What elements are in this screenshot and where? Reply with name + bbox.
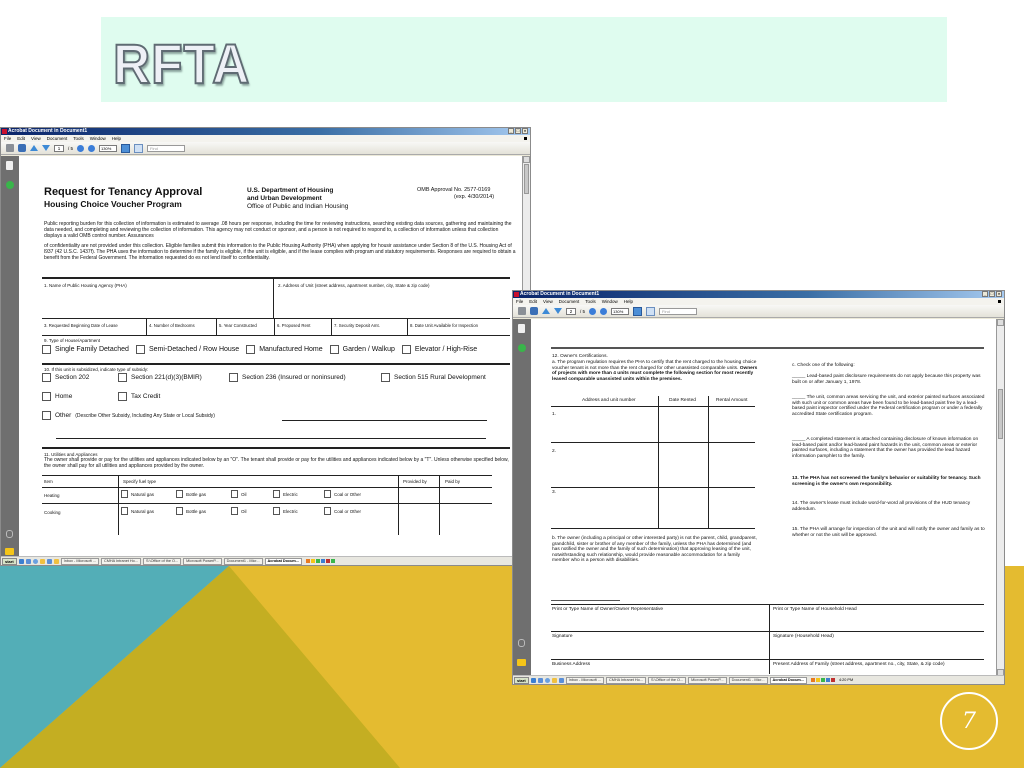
print-icon[interactable] — [518, 307, 526, 315]
tray-icon[interactable] — [811, 678, 815, 682]
comments-icon[interactable] — [5, 548, 14, 555]
omb-number: OMB Approval No. 2577-0169 — [417, 187, 491, 193]
sig-family-address-label: Present Address of Family (street address, apartment no., city, State, & zip code) — [773, 662, 945, 667]
menu-view[interactable]: View — [31, 136, 41, 141]
checkbox[interactable] — [176, 507, 183, 515]
pdf-page-1 — [20, 156, 524, 557]
agency-line1: U.S. Department of Housing — [247, 187, 334, 194]
option-label: Elevator / High-Rise — [414, 346, 478, 353]
comp-header-address: Address and unit number — [582, 398, 636, 403]
fit-width-icon[interactable] — [646, 307, 655, 316]
divider — [331, 318, 332, 335]
sig-business-address-label: Business Address — [552, 662, 591, 667]
option-label: Natural gas — [131, 508, 155, 514]
s14-text: 14. The owner's lease must include word-for-word all provisions of the HUD tenancy addendum. — [792, 501, 971, 512]
cooking-oil[interactable] — [231, 507, 273, 515]
tray-icon[interactable] — [331, 559, 335, 563]
window-title: Acrobat Document in Document1 — [520, 291, 600, 297]
option-label: Electric — [283, 508, 298, 514]
next-page-icon[interactable] — [42, 145, 50, 151]
task-acrobat[interactable]: Acrobat Docum... — [265, 558, 302, 565]
start-button[interactable]: start — [514, 677, 529, 684]
option-label: Single Family Detached — [55, 346, 129, 353]
checkbox[interactable] — [121, 490, 128, 498]
sig-household-name-label: Print or Type Name of Household Head — [773, 607, 857, 612]
page-total: / 5 — [68, 145, 74, 151]
divider — [42, 318, 510, 319]
section10-row1 — [42, 373, 486, 382]
option-label: Section 515 Rural Development — [394, 374, 486, 381]
scroll-up-button[interactable] — [997, 319, 1004, 326]
menu-bar — [513, 298, 1004, 305]
checkbox[interactable] — [121, 507, 128, 515]
cooking-fuel-options — [121, 507, 361, 515]
field-unit-address-label: 2. Address of Unit (street address, apartment number, city, State & zip code) — [278, 283, 430, 288]
divider — [42, 487, 492, 488]
pages-panel-icon[interactable] — [518, 324, 525, 333]
option-label: Section 236 (Insured or noninsured) — [242, 374, 346, 381]
quicklaunch-desktop-icon[interactable] — [538, 678, 543, 683]
scroll-up-button[interactable] — [523, 156, 530, 163]
heating-oil[interactable] — [231, 490, 273, 498]
email-icon[interactable] — [18, 144, 26, 152]
option-home[interactable] — [42, 392, 118, 401]
system-tray — [811, 678, 835, 682]
checkbox[interactable] — [231, 507, 238, 515]
attachments-icon[interactable] — [518, 639, 525, 647]
divider — [658, 396, 659, 529]
start-button[interactable]: start — [2, 558, 17, 565]
system-tray — [306, 559, 335, 563]
sig-owner-signature-label: Signature — [552, 634, 573, 639]
slide-page-number: 7 — [940, 692, 998, 750]
task-cmha-intranet[interactable]: CMHA Intranet Ho... — [101, 558, 141, 565]
menu-tools[interactable]: Tools — [585, 299, 596, 304]
signatures-panel-icon[interactable] — [518, 344, 526, 352]
option-label: Natural gas — [131, 491, 155, 497]
checkbox[interactable] — [381, 373, 390, 382]
menu-file[interactable]: File — [516, 299, 524, 304]
divider — [407, 318, 408, 335]
s12a-text — [552, 360, 758, 382]
document-close-icon[interactable] — [524, 137, 527, 140]
section11-label: 11. Utilities and Appliances — [44, 452, 98, 457]
task-office-folder[interactable]: S:\Office of the O... — [143, 558, 181, 565]
acrobat-app-icon — [2, 129, 7, 134]
divider — [708, 396, 709, 529]
maximize-button[interactable]: □ — [516, 128, 520, 133]
section11-description: The owner shall provide or pay for the utilities and appliances indicated below by an "O". The tenant shall provide or pay for the utilities and appliances indicated below by a "T". Unless otherwise specified below, the owner shall pay for all utilities and appliances provided by the owner. — [44, 457, 509, 469]
s12c-option-1[interactable]: _____ Lead-based paint disclosure requirements do not apply because this property was built on or after January 1, 1978. — [792, 374, 981, 385]
field-lease-date-label: 3. Requested Beginning Date of Lease — [44, 323, 118, 328]
tray-icon[interactable] — [826, 678, 830, 682]
checkbox[interactable] — [330, 345, 339, 354]
section10-row2 — [42, 392, 160, 401]
acrobat-window-page2 — [512, 290, 1005, 685]
window-titlebar[interactable] — [1, 128, 530, 135]
field-inspection-date-label: 8. Date Unit Available for Inspection — [410, 323, 478, 328]
checkbox[interactable] — [42, 345, 51, 354]
task-acrobat[interactable]: Acrobat Docum... — [770, 677, 807, 684]
divider — [273, 278, 274, 318]
acrobat-app-icon — [514, 292, 519, 297]
tray-icon[interactable] — [821, 678, 825, 682]
toolbar — [513, 305, 1004, 318]
field-proposed-rent-label: 6. Proposed Rent — [277, 323, 311, 328]
tray-icon[interactable] — [311, 559, 315, 563]
task-powerpoint[interactable]: Microsoft PowerP... — [688, 677, 726, 684]
page-number-input[interactable]: 1 — [54, 145, 64, 152]
menu-tools[interactable]: Tools — [73, 136, 84, 141]
previous-page-icon[interactable] — [30, 145, 38, 151]
burden-statement: Public reporting burden for this collection of information is estimated to average .08 hours per response, including the time for reviewing instructions, searching existing data sources, gathering and maintaining the data needed, and completing and reviewing the collection of information. This agency may not conduct or sponsor, and a person is not required to respond to, a collection of information unless that collection displays a valid OMB control number. Assurances — [44, 221, 512, 239]
s13-text: 13. The PHA has not screened the family's behavior or suitability for tenancy. Such screening is the owner's own responsibility. — [792, 476, 981, 487]
quicklaunch-ie-icon[interactable] — [531, 678, 536, 683]
zoom-out-icon[interactable] — [77, 145, 84, 152]
option-label: Manufactured Home — [259, 346, 323, 353]
heating-bottle-gas[interactable] — [176, 490, 231, 498]
comp-row-3[interactable]: 3. — [552, 490, 557, 495]
field-security-deposit-label: 7. Security Deposit Amt. — [334, 323, 380, 328]
form-title: Request for Tenancy Approval — [44, 186, 203, 198]
other-subsidy-description: (Describe Other Subsidy, Including Any State or Local Subsidy) — [75, 412, 215, 419]
toolbar — [1, 142, 530, 155]
tray-icon[interactable] — [831, 678, 835, 682]
option-semi-detached[interactable] — [136, 345, 239, 354]
fit-page-icon[interactable] — [121, 144, 130, 153]
menu-document[interactable]: Document — [558, 299, 580, 304]
close-button[interactable]: × — [997, 291, 1001, 296]
s12b-text: b. The owner (including a principal or other interested party) is not the parent, child, grandparent, grandchild, sister or brother of any member of the family, unless the PHA has determined (and has notified the owner and the family of such determination) that approving leasing of the unit, notwithstanding such relationship, would provide reasonable accommodation for a family member who is a person with disabilities. — [552, 536, 757, 564]
find-input[interactable]: Find — [659, 308, 697, 315]
field-pha-name-label: 1. Name of Public Housing Agency (PHA) — [44, 283, 127, 288]
divider — [551, 631, 984, 632]
menu-help[interactable]: Help — [623, 299, 634, 304]
divider — [398, 475, 399, 535]
option-label: Garden / Walkup — [342, 346, 395, 353]
email-icon[interactable] — [530, 307, 538, 315]
document-close-icon[interactable] — [998, 300, 1001, 303]
s12c-option-3[interactable]: _____ A completed statement is attached containing disclosure of known information on lead-based paint and/or lead-based paint hazards in the unit, common areas or exterior painted surfaces, including a statement that the owner has provided the lead hazard information pamphlet to the family. — [792, 437, 979, 459]
tray-icon[interactable] — [326, 559, 330, 563]
task-inbox[interactable]: Inbox - Microsoft ... — [61, 558, 99, 565]
checkbox[interactable] — [324, 490, 331, 498]
option-section-221[interactable] — [118, 373, 229, 382]
option-label: Section 202 — [55, 374, 90, 381]
cooking-natural-gas[interactable] — [121, 507, 176, 515]
divider — [216, 318, 217, 335]
option-elevator-highrise[interactable] — [402, 345, 477, 354]
divider — [42, 363, 510, 365]
heating-electric[interactable] — [273, 490, 324, 498]
menu-window[interactable]: Window — [89, 136, 106, 141]
maximize-button[interactable]: □ — [990, 291, 994, 296]
menu-view[interactable]: View — [543, 299, 553, 304]
option-other[interactable] — [42, 411, 71, 420]
comp-row-1[interactable]: 1. — [552, 412, 557, 417]
scroll-thumb[interactable] — [998, 389, 1003, 439]
tray-icon[interactable] — [306, 559, 310, 563]
divider — [551, 604, 984, 605]
s12c-option-2[interactable]: _____ The unit, common areas servicing the unit, and exterior painted surfaces associated with such unit or common areas have been found to be lead-based paint free by a lead-based paint inspector certified under the Federal certification program or under a federally accredited State certification program. — [792, 395, 985, 417]
divider — [439, 475, 440, 535]
checkbox[interactable] — [42, 411, 51, 420]
page-number-input[interactable]: 2 — [566, 308, 576, 315]
task-office-folder[interactable]: S:\Office of the O... — [648, 677, 686, 684]
option-label: Oil — [241, 491, 247, 497]
vertical-scrollbar[interactable] — [996, 319, 1004, 676]
option-label: Oil — [241, 508, 247, 514]
find-input[interactable]: Find — [147, 145, 185, 152]
option-label: Coal or Other — [334, 508, 362, 514]
field-year-constructed-label: 5. Year Constructed — [219, 323, 257, 328]
taskbar-clock: 4:20 PM — [838, 678, 854, 682]
tray-icon[interactable] — [816, 678, 820, 682]
print-icon[interactable] — [6, 144, 14, 152]
sig-owner-name-label: Print or Type Name of Owner/Owner Representative — [552, 607, 664, 612]
option-label: Electric — [283, 491, 298, 497]
quicklaunch-app-icon[interactable] — [47, 559, 52, 564]
option-section-515[interactable] — [381, 373, 486, 382]
task-powerpoint[interactable]: Microsoft PowerP... — [183, 558, 221, 565]
cooking-electric[interactable] — [273, 507, 324, 515]
windows-taskbar — [513, 675, 1004, 684]
page-total: / 5 — [580, 308, 586, 314]
section10-other — [42, 411, 215, 420]
sig-household-signature-label: Signature (Household Head) — [773, 634, 834, 639]
confidentiality-statement: of confidentiality are not provided under this collection. Eligible families submit this information to the Public Housing Authority (PHA) when applying for housir assistance under Section 8 of the U.S. Housing Act of l937 (42 U.S.C. 1437f). The PHA uses the information to determine if the family is eligible, if the unit is eligible, and if the lease complies with program and statutory requirements. Responses are required to obtain a benefit from the Federal Government. The information requested do es not lend itself to confidentiality. — [44, 243, 516, 261]
checkbox[interactable] — [273, 490, 280, 498]
menu-file[interactable]: File — [4, 136, 12, 141]
section9-options — [42, 345, 477, 354]
menu-edit[interactable]: Edit — [529, 299, 538, 304]
quicklaunch-desktop-icon[interactable] — [26, 559, 31, 564]
checkbox[interactable] — [42, 373, 51, 382]
quicklaunch-folder-icon-2[interactable] — [54, 559, 59, 564]
quicklaunch-media-icon[interactable] — [33, 559, 38, 564]
tray-icon[interactable] — [316, 559, 320, 563]
comp-row-2[interactable]: 2. — [552, 449, 557, 454]
menu-bar — [1, 135, 530, 142]
zoom-in-icon[interactable] — [600, 308, 607, 315]
agency-line3: Office of Public and Indian Housing — [247, 203, 349, 210]
cooking-coal-other[interactable] — [324, 507, 361, 515]
divider — [551, 487, 755, 488]
heating-natural-gas[interactable] — [121, 490, 176, 498]
title-band — [101, 17, 947, 102]
attachments-icon[interactable] — [6, 530, 13, 538]
acrobat-window-page1 — [0, 127, 531, 566]
heating-fuel-options — [121, 490, 361, 498]
divider — [146, 318, 147, 335]
option-label: Other — [55, 412, 72, 419]
s12a-bold: Owners of projects with more than 4 units must complete the following section for most recently leased comparable unassisted units within the premises. — [552, 365, 758, 382]
s12a-regular: a. The program regulation requires the PHA to certify that the rent charged to the housing choice voucher tenant is not more than the rent charged for other unassisted comparable units. — [552, 360, 757, 371]
divider — [551, 528, 755, 529]
divider — [274, 318, 275, 335]
checkbox[interactable] — [136, 345, 145, 354]
divider — [42, 335, 510, 336]
s15-text: 15. The PHA will arrange for inspection of the unit and will notify the owner and family as to whether or not the unit will be approved. — [792, 527, 985, 538]
checkbox[interactable] — [118, 392, 127, 401]
agency-line2: and Urban Development — [247, 195, 322, 202]
option-label: Bottle gas — [186, 491, 207, 497]
s12-heading: 12. Owner's Certifications. — [552, 354, 608, 359]
option-section-236[interactable] — [229, 373, 381, 382]
checkbox[interactable] — [402, 345, 411, 354]
window-title: Acrobat Document in Document1 — [8, 128, 88, 134]
divider — [42, 475, 492, 476]
comp-header-date: Date Rented — [669, 398, 696, 403]
divider — [551, 406, 755, 407]
pages-panel-icon[interactable] — [6, 161, 13, 170]
pdf-page-2 — [532, 319, 995, 676]
checkbox[interactable] — [176, 490, 183, 498]
minimize-button[interactable]: _ — [983, 291, 987, 296]
quicklaunch-app-icon[interactable] — [559, 678, 564, 683]
divider — [42, 503, 492, 504]
cooking-bottle-gas[interactable] — [176, 507, 231, 515]
document-area — [1, 156, 530, 557]
option-label: Bottle gas — [186, 508, 207, 514]
task-inbox[interactable]: Inbox - Microsoft ... — [566, 677, 604, 684]
menu-edit[interactable]: Edit — [17, 136, 26, 141]
other-subsidy-line[interactable] — [282, 420, 487, 421]
zoom-select[interactable]: 130% — [99, 145, 117, 152]
comments-icon[interactable] — [517, 659, 526, 666]
omb-expiry: (exp. 4/30/2014) — [454, 194, 495, 200]
utility-heating: Heating — [44, 493, 60, 498]
quicklaunch-media-icon[interactable] — [545, 678, 550, 683]
option-single-family[interactable] — [42, 345, 129, 354]
checkbox[interactable] — [231, 490, 238, 498]
fit-page-icon[interactable] — [633, 307, 642, 316]
other-subsidy-line-2[interactable] — [56, 438, 486, 439]
menu-window[interactable]: Window — [601, 299, 618, 304]
zoom-out-icon[interactable] — [589, 308, 596, 315]
option-label: Coal or Other — [334, 491, 362, 497]
task-cmha-intranet[interactable]: CMHA Intranet Ho... — [606, 677, 646, 684]
previous-page-icon[interactable] — [542, 308, 550, 314]
document-area — [513, 319, 1004, 676]
heating-coal-other[interactable] — [324, 490, 361, 498]
divider — [42, 277, 510, 279]
divider — [551, 347, 984, 349]
next-page-icon[interactable] — [554, 308, 562, 314]
fit-width-icon[interactable] — [134, 144, 143, 153]
checkbox[interactable] — [324, 507, 331, 515]
option-section-202[interactable] — [42, 373, 118, 382]
utilities-header-fuel: Specify fuel type — [123, 479, 157, 484]
option-label: Semi-Detached / Row House — [148, 346, 240, 353]
tray-icon[interactable] — [321, 559, 325, 563]
section9-label: 9. Type of House/Apartment — [44, 338, 100, 343]
window-titlebar[interactable] — [513, 291, 1004, 298]
scroll-thumb[interactable] — [524, 164, 529, 194]
divider — [42, 447, 510, 449]
utilities-header-paid-by: Paid by — [445, 479, 461, 484]
zoom-in-icon[interactable] — [88, 145, 95, 152]
signatures-panel-icon[interactable] — [6, 181, 14, 189]
utilities-header-item: Item — [44, 479, 53, 484]
quicklaunch-folder-icon[interactable] — [40, 559, 45, 564]
navigation-sidebar — [513, 319, 531, 676]
checkbox[interactable] — [118, 373, 127, 382]
option-manufactured-home[interactable] — [246, 345, 322, 354]
option-tax-credit[interactable] — [118, 392, 160, 401]
quicklaunch-ie-icon[interactable] — [19, 559, 24, 564]
zoom-select[interactable]: 130% — [611, 308, 629, 315]
option-garden-walkup[interactable] — [330, 345, 395, 354]
windows-taskbar — [1, 556, 530, 565]
task-word-document[interactable]: Document1 - Micr... — [224, 558, 263, 565]
divider — [551, 442, 755, 443]
menu-document[interactable]: Document — [46, 136, 68, 141]
utility-cooking: Cooking — [44, 510, 61, 515]
divider — [769, 604, 770, 674]
checkbox[interactable] — [42, 392, 51, 401]
option-label: Tax Credit — [131, 393, 161, 400]
minimize-button[interactable]: _ — [509, 128, 513, 133]
checkbox[interactable] — [246, 345, 255, 354]
menu-help[interactable]: Help — [111, 136, 122, 141]
navigation-sidebar — [1, 156, 19, 557]
divider — [118, 475, 119, 535]
utilities-header-provided-by: Provided by — [403, 479, 427, 484]
form-subtitle: Housing Choice Voucher Program — [44, 199, 182, 209]
divider — [551, 600, 620, 601]
comp-header-amount: Rental Amount — [716, 398, 748, 403]
section10-label: 10. If this unit is subsidized, indicate type of subsidy: — [44, 367, 149, 372]
checkbox[interactable] — [229, 373, 238, 382]
slide-title: RFTA — [113, 32, 251, 95]
option-label: Section 221(d)(3)(BMIR) — [131, 374, 202, 381]
quicklaunch-folder-icon[interactable] — [552, 678, 557, 683]
task-word-document[interactable]: Document1 - Micr... — [729, 677, 768, 684]
close-button[interactable]: × — [523, 128, 527, 133]
s12c-heading: c. Check one of the following: — [792, 363, 855, 368]
option-label: Home — [55, 393, 73, 400]
checkbox[interactable] — [273, 507, 280, 515]
field-bedrooms-label: 4. Number of Bedrooms — [149, 323, 195, 328]
divider — [551, 659, 984, 660]
